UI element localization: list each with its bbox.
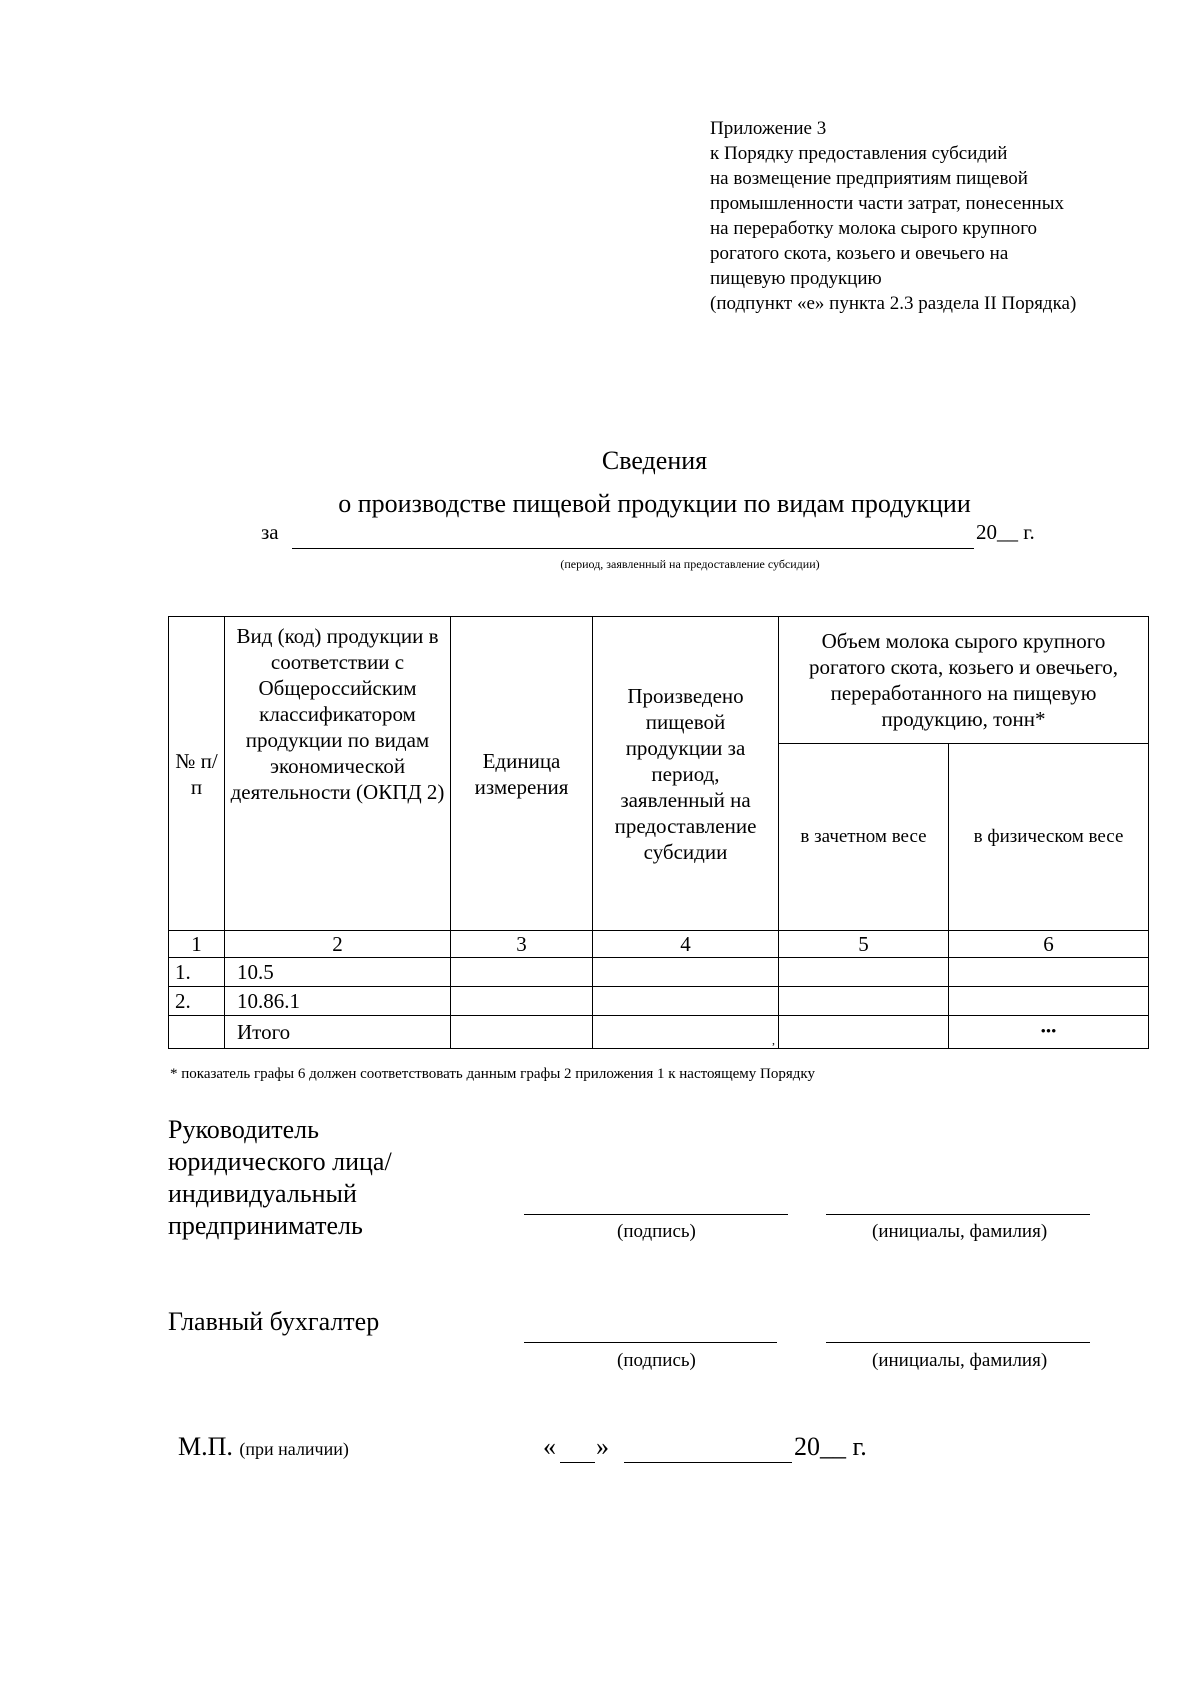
row-produced-cell[interactable] [593,958,779,987]
column-number: 4 [593,931,779,958]
column-number-row [169,931,1149,958]
head-label-line: предприниматель [168,1211,363,1240]
total-unit-cell[interactable] [451,1016,593,1049]
total-row [169,1016,1149,1049]
row-physical-weight-cell[interactable] [949,958,1149,987]
accountant-name-caption: (инициалы, фамилия) [872,1350,1048,1371]
date-close-quote: » [596,1432,609,1461]
row-unit-cell[interactable] [451,987,593,1016]
row-product-code: 10.5 [225,958,451,987]
row-credited-weight-cell[interactable] [779,987,949,1016]
total-credited-weight-cell[interactable] [779,1016,949,1049]
period-year: 20__ г. [976,520,1035,544]
row-number: 2. [169,987,225,1016]
table-footnote: * показатель графы 6 должен соответствовать данным графы 2 приложения 1 к настоящему Порядку [170,1066,815,1082]
date-month-line[interactable] [624,1462,792,1463]
accountant-label: Главный бухгалтер [168,1307,380,1336]
head-signature-label [168,1114,392,1242]
appendix-line: пищевую продукцию [710,268,882,289]
period-hint: (период, заявленный на предоставление субсидии) [560,557,820,571]
date-open-quote: « [543,1432,556,1461]
head-name-line[interactable] [826,1214,1090,1215]
appendix-line: к Порядку предоставления субсидий [710,143,1008,164]
header-col-physical-weight: в физическом весе [949,744,1149,931]
appendix-line: рогатого скота, козьего и овечьего на [710,243,1009,264]
header-col-unit: Единица измерения [451,617,593,931]
document-subtitle: о производстве пищевой продукции по видам продукции [338,489,971,518]
production-table [168,616,1149,1049]
head-signature-line[interactable] [524,1214,788,1215]
stamp-placeholder [178,1432,349,1462]
column-number: 2 [225,931,451,958]
accountant-name-line[interactable] [826,1342,1090,1343]
column-number: 1 [169,931,225,958]
appendix-line: промышленности части затрат, понесенных [710,193,1064,214]
table-row [169,987,1149,1016]
accountant-signature-caption: (подпись) [617,1350,696,1371]
row-number: 1. [169,958,225,987]
table-row [169,958,1149,987]
head-label-line: Руководитель [168,1115,319,1144]
row-unit-cell[interactable] [451,958,593,987]
appendix-line: на возмещение предприятиям пищевой [710,168,1028,189]
appendix-line: на переработку молока сырого крупного [710,218,1038,239]
row-produced-cell[interactable] [593,987,779,1016]
document-title: Сведения [601,446,708,475]
head-label-line: юридического лица/ [168,1147,392,1176]
column-number: 6 [949,931,1149,958]
head-name-caption: (инициалы, фамилия) [872,1221,1048,1242]
header-col-milk-volume: Объем молока сырого крупного рогатого скота, козьего и овечьего, переработанного на пищевую продукцию, тонн* [779,617,1149,744]
total-label: Итого [225,1016,451,1049]
column-number: 3 [451,931,593,958]
accountant-signature-line[interactable] [524,1342,777,1343]
total-physical-weight-cell[interactable] [949,1016,1149,1049]
date-day-line[interactable] [560,1462,595,1463]
appendix-line: (подпункт «е» пункта 2.3 раздела II Порядка) [710,293,1077,314]
total-mark: ••• [1040,1024,1057,1040]
stamp-label: М.П. [178,1432,233,1461]
period-prefix: за [261,520,279,544]
appendix-line: Приложение 3 [710,118,827,139]
row-credited-weight-cell[interactable] [779,958,949,987]
head-signature-caption: (подпись) [617,1221,696,1242]
period-input-line[interactable] [292,548,974,549]
header-col-produced: Произведено пищевой продукции за период, заявленный на предоставление субсидии [593,617,779,931]
header-col-number: № п/п [169,617,225,931]
row-product-code: 10.86.1 [225,987,451,1016]
total-mark: , [772,1032,775,1047]
header-col-product-code: Вид (код) продукции в соответствии с Общероссийским классификатором продукции по видам экономической деятельности (ОКПД 2) [225,617,451,931]
total-produced-cell[interactable] [593,1016,779,1049]
total-number-cell [169,1016,225,1049]
date-year: 20__ г. [794,1432,867,1461]
head-label-line: индивидуальный [168,1179,357,1208]
row-physical-weight-cell[interactable] [949,987,1149,1016]
header-col-credited-weight: в зачетном весе [779,744,949,931]
appendix-header [710,116,1076,316]
stamp-note: (при наличии) [239,1439,349,1459]
table-header-row [169,617,1149,744]
column-number: 5 [779,931,949,958]
